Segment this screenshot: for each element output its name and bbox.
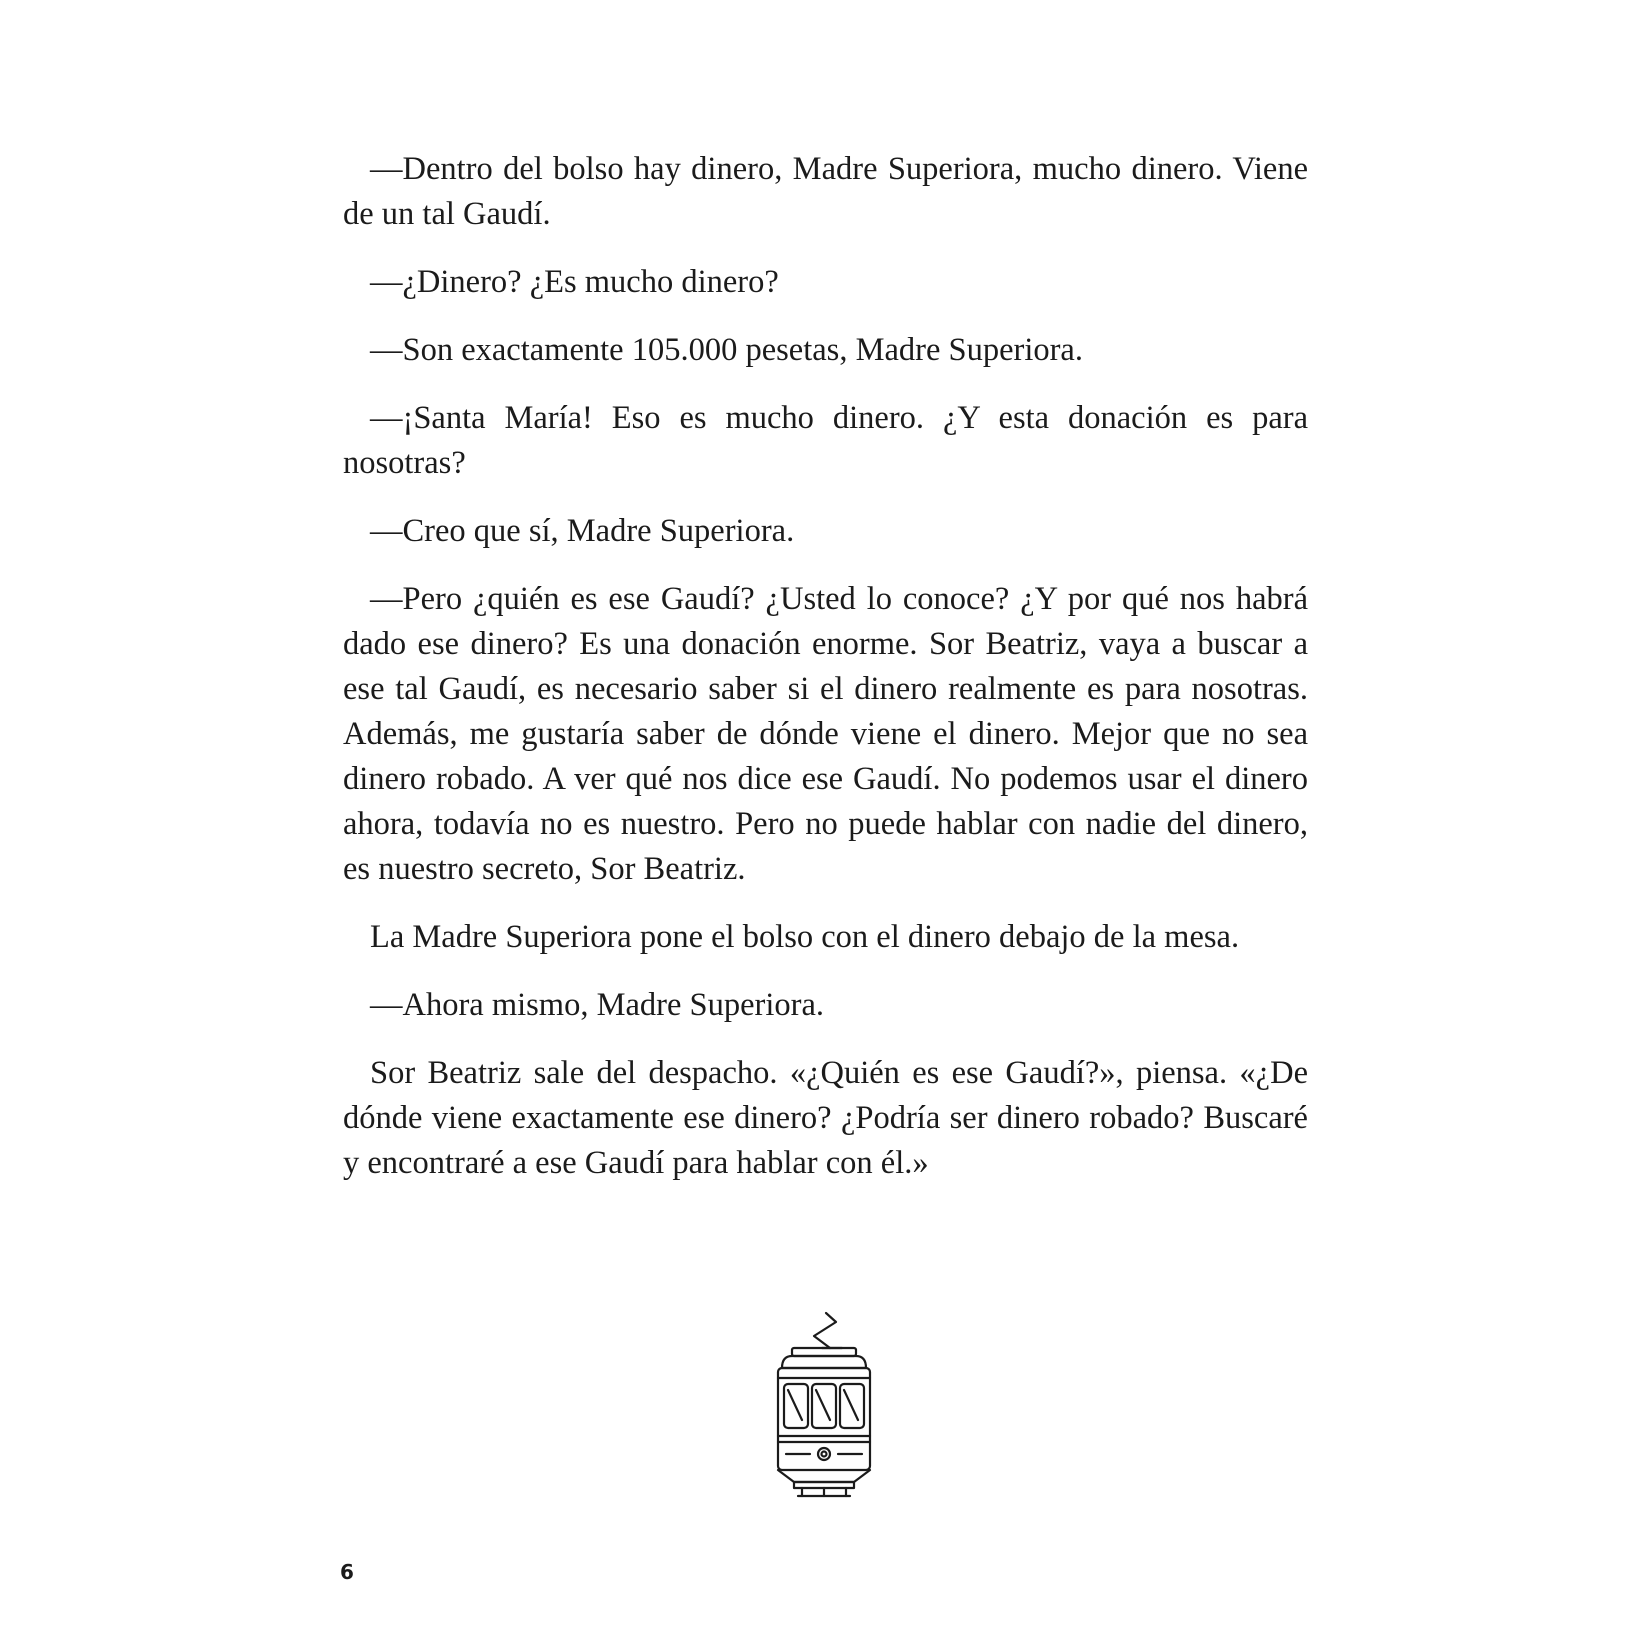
paragraph-8: —Ahora mismo, Madre Superiora. bbox=[370, 987, 825, 1023]
paragraph-5: —Creo que sí, Madre Superiora. bbox=[370, 513, 795, 549]
body-text bbox=[343, 147, 1308, 1209]
paragraph-4: —¡Santa María! Eso es mucho dinero. ¿Y esta donación es para nosotras? bbox=[343, 400, 1308, 481]
paragraph-2: —¿Dinero? ¿Es mucho dinero? bbox=[370, 264, 779, 300]
paragraph-9: Sor Beatriz sale del despacho. «¿Quién es ese Gaudí?», piensa. «¿De dónde viene exactamente ese dinero? ¿Podría ser dinero robado? Buscaré y encontraré a ese Gaudí para hablar con él.» bbox=[343, 1055, 1308, 1181]
tram-icon bbox=[768, 1310, 880, 1500]
paragraph-1: —Dentro del bolso hay dinero, Madre Superiora, mucho dinero. Viene de un tal Gaudí. bbox=[343, 151, 1308, 232]
paragraph-6: —Pero ¿quién es ese Gaudí? ¿Usted lo conoce? ¿Y por qué nos habrá dado ese dinero? Es una donación enorme. Sor Beatriz, vaya a buscar a ese tal Gaudí, es necesario saber si el dinero realmente es para nosotras. Además, me gustaría saber de dónde viene el dinero. Mejor que no sea dinero robado. A ver qué nos dice ese Gaudí. No podemos usar el dinero ahora, todavía no es nuestro. Pero no puede hablar con nadie del dinero, es nuestro secreto, Sor Beatriz. bbox=[343, 581, 1308, 887]
page-number: 6 bbox=[340, 1560, 354, 1584]
paragraph-3: —Son exactamente 105.000 pesetas, Madre Superiora. bbox=[370, 332, 1083, 368]
paragraph-7: La Madre Superiora pone el bolso con el dinero debajo de la mesa. bbox=[370, 919, 1240, 955]
